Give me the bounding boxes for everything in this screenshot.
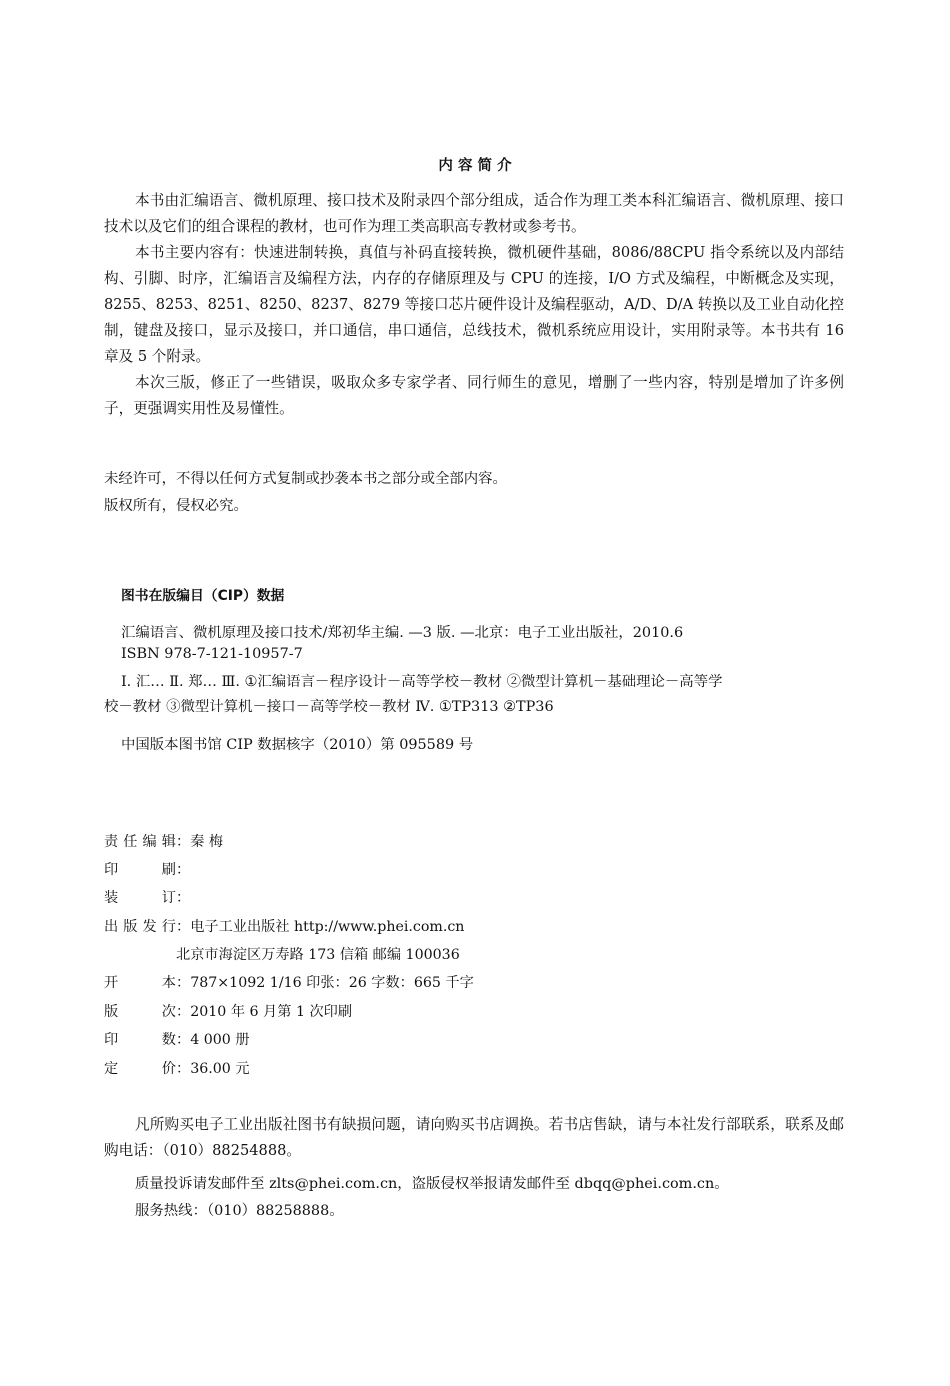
summary-paragraph: 本书主要内容有：快速进制转换，真值与补码直接转换，微机硬件基础，8086/88CPU 指令系统以及内部结构、引脚、时序，汇编语言及编程方法，内存的存储原理及与 CPU 的连接，I/O 方式及编程，中断概念及实现，8255、8253、8251、8250、8237、8279 等接口芯片硬件设计及编程驱动，A/D、D/A 转换以及工业自动化控制，键盘及接口，显示及接口，并口通信，串口通信，总线技术，微机系统应用设计，实用附录等。本书共有 16 章及 5 个附录。 [104,244,844,365]
cip-title-line: 汇编语言、微机原理及接口技术/郑初华主编. —3 版. —北京：电子工业出版社，2010.6 [121,625,684,641]
cip-isbn: ISBN 978-7-121-10957-7 [121,646,303,662]
quality-complaint: 质量投诉请发邮件至 zlts@phei.com.cn，盗版侵权举报请发邮件至 dbqq@phei.com.cn。 [135,1176,729,1192]
pub-row-print-run: 印数：4 000 册 [104,1029,250,1049]
pub-value: 36.00 元 [190,1061,250,1077]
pub-row-editor: 责任编辑：秦 梅 [104,831,223,851]
pub-label: 出版发行 [104,919,176,935]
service-hotline: 服务热线：（010）88258888。 [135,1203,344,1219]
pub-row-address [176,944,460,964]
pub-value: 秦 梅 [190,834,224,850]
rights-reserved: 版权所有，侵权必究。 [104,498,248,514]
pub-row-price: 定价：36.00 元 [104,1058,250,1078]
summary-body [104,188,844,422]
pub-value: 787×1092 1/16 印张：26 字数：665 千字 [190,975,474,991]
cip-record-number: 中国版本图书馆 CIP 数据核字（2010）第 095589 号 [121,737,474,753]
pub-row-printing: 印刷： [104,859,190,879]
notice-body [104,1112,844,1164]
summary-paragraph: 本次三版，修正了一些错误，吸取众多专家学者、同行师生的意见，增删了一些内容，特别是增加了许多例子，更强调实用性及易懂性。 [104,374,844,417]
summary-title: 内 容 简 介 [438,158,512,174]
pub-value: 北京市海淀区万寿路 173 信箱 邮编 100036 [176,947,460,963]
pub-label: 印刷 [104,862,176,878]
pub-row-format: 开本：787×1092 1/16 印张：26 字数：665 千字 [104,972,474,992]
pub-label: 开本 [104,975,176,991]
copyright-notice: 未经许可，不得以任何方式复制或抄袭本书之部分或全部内容。 [104,471,507,487]
cip-heading: 图书在版编目（CIP）数据 [121,588,285,604]
pub-value: 4 000 册 [190,1032,250,1048]
pub-row-edition: 版次：2010 年 6 月第 1 次印刷 [104,1001,352,1021]
cip-classification: Ⅰ. 汇… Ⅱ. 郑… Ⅲ. ①汇编语言－程序设计－高等学校－教材 ②微型计算机－基础理论－高等学 [121,674,723,690]
pub-label: 版次 [104,1004,176,1020]
pub-row-binding: 装订： [104,887,190,907]
cip-classification-cont: 校－教材 ③微型计算机－接口－高等学校－教材 Ⅳ. ①TP313 ②TP36 [104,699,554,715]
pub-label: 责任编辑 [104,834,176,850]
summary-paragraph: 本书由汇编语言、微机原理、接口技术及附录四个部分组成，适合作为理工类本科汇编语言、微机原理、接口技术以及它们的组合课程的教材，也可作为理工类高职高专教材或参考书。 [104,192,844,235]
pub-label: 定价 [104,1061,176,1077]
pub-value: 2010 年 6 月第 1 次印刷 [190,1004,353,1020]
notice-paragraph: 凡所购买电子工业出版社图书有缺损问题，请向购买书店调换。若书店售缺，请与本社发行部联系，联系及邮购电话：（010）88254888。 [104,1116,844,1159]
pub-value: 电子工业出版社 http://www.phei.com.cn [190,919,465,935]
pub-label: 印数 [104,1032,176,1048]
pub-row-publisher: 出版发行：电子工业出版社 http://www.phei.com.cn [104,916,464,936]
pub-label: 装订 [104,890,176,906]
